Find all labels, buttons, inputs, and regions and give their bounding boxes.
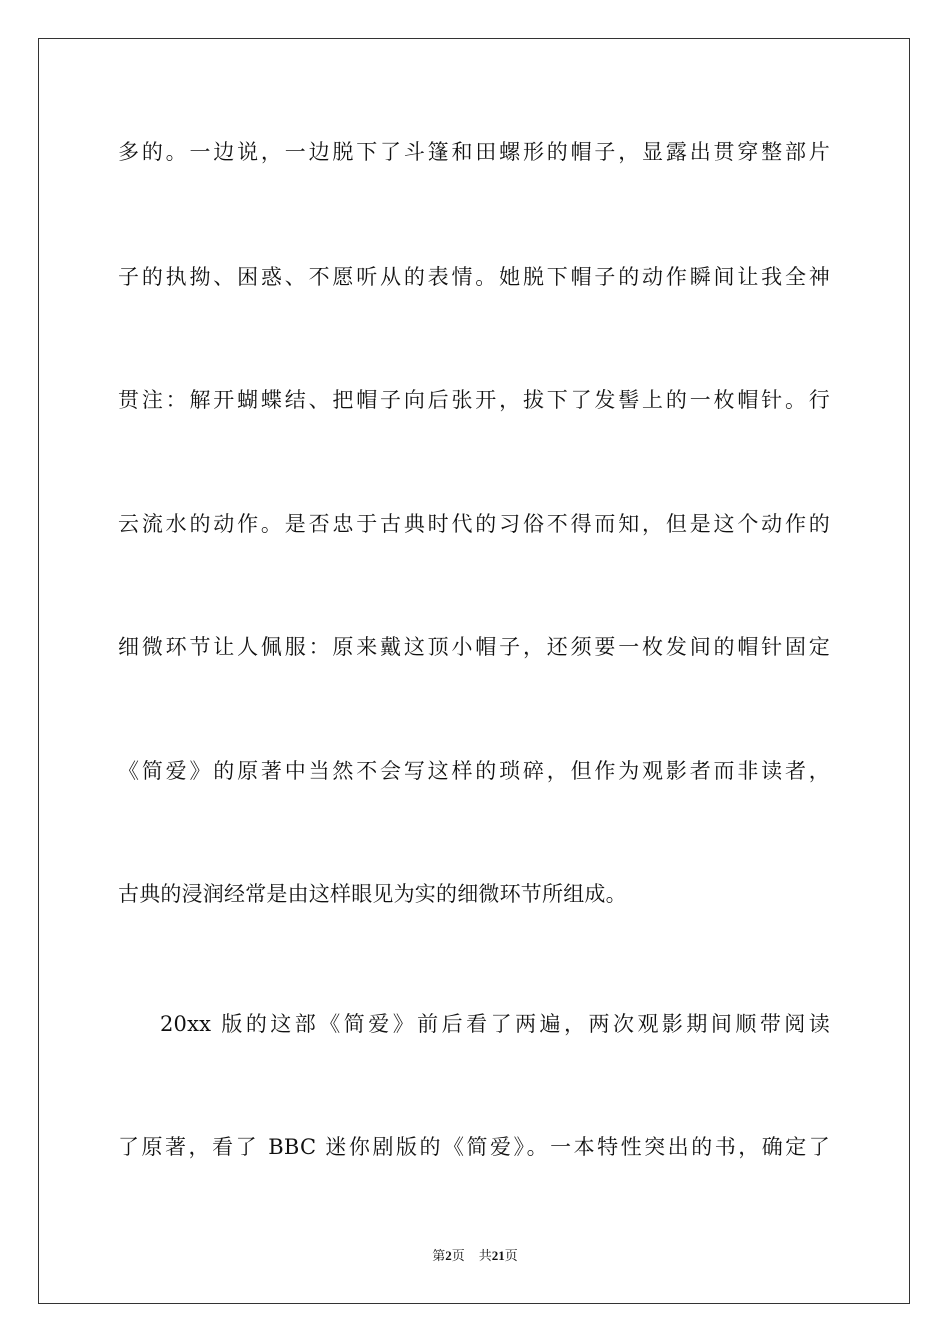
page-footer	[0, 1247, 950, 1266]
text-line-7: 古典的浸润经常是由这样眼见为实的细微环节所组成。	[118, 882, 627, 906]
total-prefix: 共	[478, 1249, 492, 1264]
text-line-6: 《简爱》的原著中当然不会写这样的琐碎，但作为观影者而非读者，	[118, 759, 830, 783]
text-line-2: 子的执拗、困惑、不愿听从的表情。她脱下帽子的动作瞬间让我全神	[118, 265, 830, 289]
page-suffix: 页	[451, 1249, 465, 1264]
total-pages: 21	[491, 1248, 505, 1263]
text-line-8: 20xx 版的这部《简爱》前后看了两遍，两次观影期间顺带阅读	[160, 1012, 830, 1036]
total-suffix: 页	[504, 1249, 518, 1264]
text-line-3: 贯注：解开蝴蝶结、把帽子向后张开，拔下了发髻上的一枚帽针。行	[118, 388, 830, 412]
text-line-9: 了原著，看了 BBC 迷你剧版的《简爱》。一本特性突出的书，确定了	[118, 1135, 830, 1159]
text-line-5: 细微环节让人佩服：原来戴这顶小帽子，还须要一枚发间的帽针固定	[118, 635, 830, 659]
text-line-1: 多的。一边说，一边脱下了斗篷和田螺形的帽子，显露出贯穿整部片	[118, 140, 830, 164]
text-line-4: 云流水的动作。是否忠于古典时代的习俗不得而知，但是这个动作的	[118, 512, 830, 536]
page-number: 2	[445, 1248, 452, 1263]
page-border	[38, 38, 910, 1304]
page-prefix: 第	[432, 1249, 446, 1264]
